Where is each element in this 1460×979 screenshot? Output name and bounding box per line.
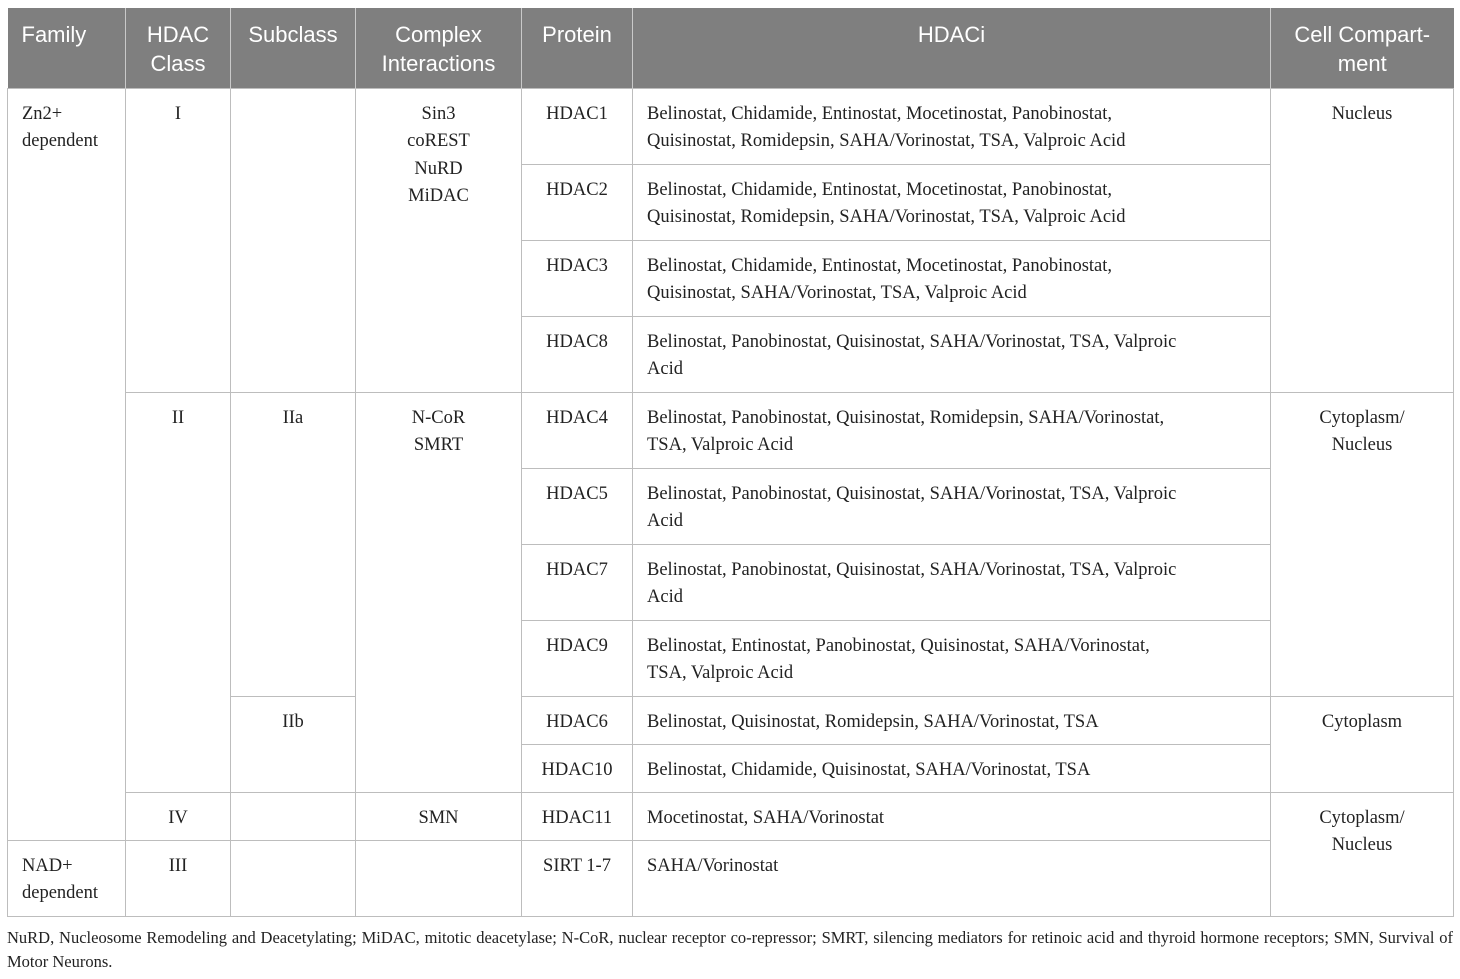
hdaci-cell: Belinostat, Panobinostat, Quisinostat, SAHA/Vorinostat, TSA, Valproic Acid — [633, 544, 1271, 620]
header-cell-compartment: Cell Compart- ment — [1271, 8, 1454, 88]
header-subclass: Subclass — [231, 8, 356, 88]
complex-cell: Sin3 coREST NuRD MiDAC — [356, 88, 522, 392]
table-row — [8, 88, 1454, 164]
table-row — [8, 392, 1454, 468]
table-row — [8, 840, 1454, 916]
subclass-cell — [231, 840, 356, 916]
header-protein: Protein — [522, 8, 633, 88]
header-family: Family — [8, 8, 126, 88]
hdaci-cell: Belinostat, Chidamide, Entinostat, Mocetinostat, Panobinostat, Quisinostat, Romidepsin, SAHA/Vorinostat, TSA, Valproic Acid — [633, 164, 1271, 240]
protein-cell: HDAC5 — [522, 468, 633, 544]
subclass-cell — [231, 792, 356, 840]
table-footnote: NuRD, Nucleosome Remodeling and Deacetylating; MiDAC, mitotic deacetylase; N-CoR, nuclear receptor co-repressor; SMRT, silencing mediators for retinoic acid and thyroid hormone receptors; SMN, Survival of Motor Neurons. — [7, 928, 1453, 971]
compartment-cell: Cytoplasm/ Nucleus — [1271, 792, 1454, 916]
family-cell: NAD+ dependent — [8, 840, 126, 916]
header-complex-interactions: Complex Interactions — [356, 8, 522, 88]
complex-cell — [356, 840, 522, 916]
protein-cell: HDAC3 — [522, 240, 633, 316]
header-hdac-class: HDAC Class — [126, 8, 231, 88]
protein-cell: HDAC8 — [522, 316, 633, 392]
subclass-cell — [231, 88, 356, 392]
protein-cell: HDAC11 — [522, 792, 633, 840]
header-hdaci: HDACi — [633, 8, 1271, 88]
protein-cell: HDAC7 — [522, 544, 633, 620]
table-row — [8, 792, 1454, 840]
subclass-cell: IIa — [231, 392, 356, 696]
protein-cell: HDAC10 — [522, 744, 633, 792]
compartment-cell: Cytoplasm/ Nucleus — [1271, 392, 1454, 696]
class-cell: II — [126, 392, 231, 792]
hdac-table-container — [7, 8, 1453, 917]
class-cell: IV — [126, 792, 231, 840]
class-cell: III — [126, 840, 231, 916]
class-cell: I — [126, 88, 231, 392]
protein-cell: HDAC1 — [522, 88, 633, 164]
compartment-cell: Cytoplasm — [1271, 696, 1454, 792]
hdaci-cell: Belinostat, Entinostat, Panobinostat, Quisinostat, SAHA/Vorinostat, TSA, Valproic Acid — [633, 620, 1271, 696]
hdaci-cell: Mocetinostat, SAHA/Vorinostat — [633, 792, 1271, 840]
header-row — [8, 8, 1454, 88]
hdaci-cell: Belinostat, Chidamide, Quisinostat, SAHA/Vorinostat, TSA — [633, 744, 1271, 792]
complex-cell: N-CoR SMRT — [356, 392, 522, 792]
complex-cell: SMN — [356, 792, 522, 840]
subclass-cell: IIb — [231, 696, 356, 792]
protein-cell: HDAC4 — [522, 392, 633, 468]
protein-cell: HDAC2 — [522, 164, 633, 240]
hdaci-cell: Belinostat, Panobinostat, Quisinostat, SAHA/Vorinostat, TSA, Valproic Acid — [633, 316, 1271, 392]
hdaci-cell: SAHA/Vorinostat — [633, 840, 1271, 916]
hdaci-cell: Belinostat, Panobinostat, Quisinostat, Romidepsin, SAHA/Vorinostat, TSA, Valproic Acid — [633, 392, 1271, 468]
hdaci-cell: Belinostat, Quisinostat, Romidepsin, SAHA/Vorinostat, TSA — [633, 696, 1271, 744]
compartment-cell: Nucleus — [1271, 88, 1454, 392]
hdaci-cell: Belinostat, Panobinostat, Quisinostat, SAHA/Vorinostat, TSA, Valproic Acid — [633, 468, 1271, 544]
hdac-table — [7, 8, 1454, 917]
protein-cell: HDAC6 — [522, 696, 633, 744]
hdaci-cell: Belinostat, Chidamide, Entinostat, Mocetinostat, Panobinostat, Quisinostat, Romidepsin, SAHA/Vorinostat, TSA, Valproic Acid — [633, 88, 1271, 164]
hdaci-cell: Belinostat, Chidamide, Entinostat, Mocetinostat, Panobinostat, Quisinostat, SAHA/Vorinostat, TSA, Valproic Acid — [633, 240, 1271, 316]
protein-cell: HDAC9 — [522, 620, 633, 696]
protein-cell: SIRT 1-7 — [522, 840, 633, 916]
family-cell: Zn2+ dependent — [8, 88, 126, 840]
